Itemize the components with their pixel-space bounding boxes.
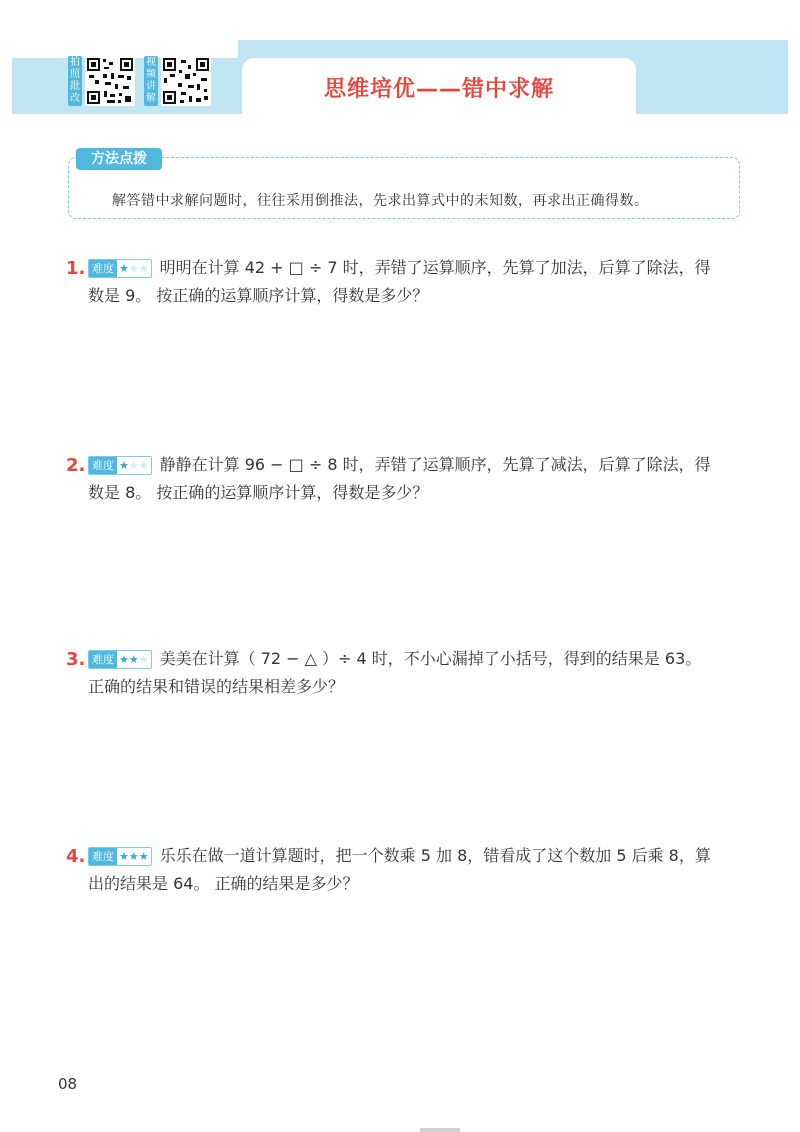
star-rating: [117, 848, 151, 865]
question-number: 2.: [66, 454, 86, 476]
question-text-cont: 正确的结果和错误的结果相差多少？: [88, 677, 345, 696]
difficulty-badge: [88, 847, 152, 866]
question-text-cont: 数是 8。 按正确的运算顺序计算，得数是多少？: [88, 483, 429, 502]
star-empty-icon: ★: [138, 652, 149, 666]
star-empty-icon: ★: [128, 458, 139, 472]
qr-grading-label: 拍照批改: [70, 57, 80, 104]
question-text: 明明在计算 42 + □ ÷ 7 时，弄错了运算顺序，先算了加法，后算了除法，得: [159, 258, 711, 277]
question-3: [66, 645, 756, 701]
difficulty-label: 难度: [89, 260, 117, 277]
question-text: 美美在计算（ 72 − △ ）÷ 4 时，不小心漏掉了小括号，得到的结果是 63。: [159, 649, 702, 668]
question-number: 1.: [66, 257, 86, 279]
star-icon: ★: [119, 652, 129, 666]
page-number: 08: [58, 1075, 78, 1093]
method-tag: 方法点拨: [76, 148, 162, 170]
star-rating: [117, 651, 151, 668]
star-icon: ★: [119, 458, 129, 472]
difficulty-badge: [88, 259, 152, 278]
star-empty-icon: ★: [138, 261, 149, 275]
difficulty-badge: [88, 650, 152, 669]
question-text-cont: 出的结果是 64。 正确的结果是多少？: [88, 874, 359, 893]
qr-code-icon: [85, 56, 135, 106]
question-text-cont: 数是 9。 按正确的运算顺序计算，得数是多少？: [88, 286, 429, 305]
difficulty-label: 难度: [89, 457, 117, 474]
difficulty-badge: [88, 456, 152, 475]
question-number: 3.: [66, 648, 86, 670]
title-tab: [242, 58, 636, 116]
star-icon: ★: [119, 261, 129, 275]
star-icon: ★: [128, 652, 139, 666]
qr-code-icon: [161, 56, 211, 106]
question-4: [66, 842, 756, 898]
question-2: [66, 451, 756, 507]
star-rating: [117, 260, 151, 277]
difficulty-label: 难度: [89, 848, 117, 865]
question-text: 静静在计算 96 − □ ÷ 8 时，弄错了运算顺序，先算了减法，后算了除法，得: [159, 455, 711, 474]
star-empty-icon: ★: [138, 458, 149, 472]
page-title: 思维培优——错中求解: [323, 77, 554, 102]
star-icon: ★: [138, 849, 149, 863]
star-icon: ★: [119, 849, 129, 863]
difficulty-label: 难度: [89, 651, 117, 668]
qr-grading[interactable]: [68, 56, 135, 106]
method-text: 解答错中求解问题时，往往采用倒推法，先求出算式中的未知数，再求出正确得数。: [112, 193, 649, 209]
qr-video-label: 视频讲解: [146, 57, 156, 104]
qr-video[interactable]: [144, 56, 211, 106]
star-empty-icon: ★: [128, 261, 139, 275]
star-rating: [117, 457, 151, 474]
bottom-divider: [420, 1128, 460, 1132]
question-text: 乐乐在做一道计算题时，把一个数乘 5 加 8，错看成了这个数加 5 后乘 8，算: [159, 846, 711, 865]
star-icon: ★: [128, 849, 139, 863]
question-number: 4.: [66, 845, 86, 867]
question-1: [66, 254, 756, 310]
